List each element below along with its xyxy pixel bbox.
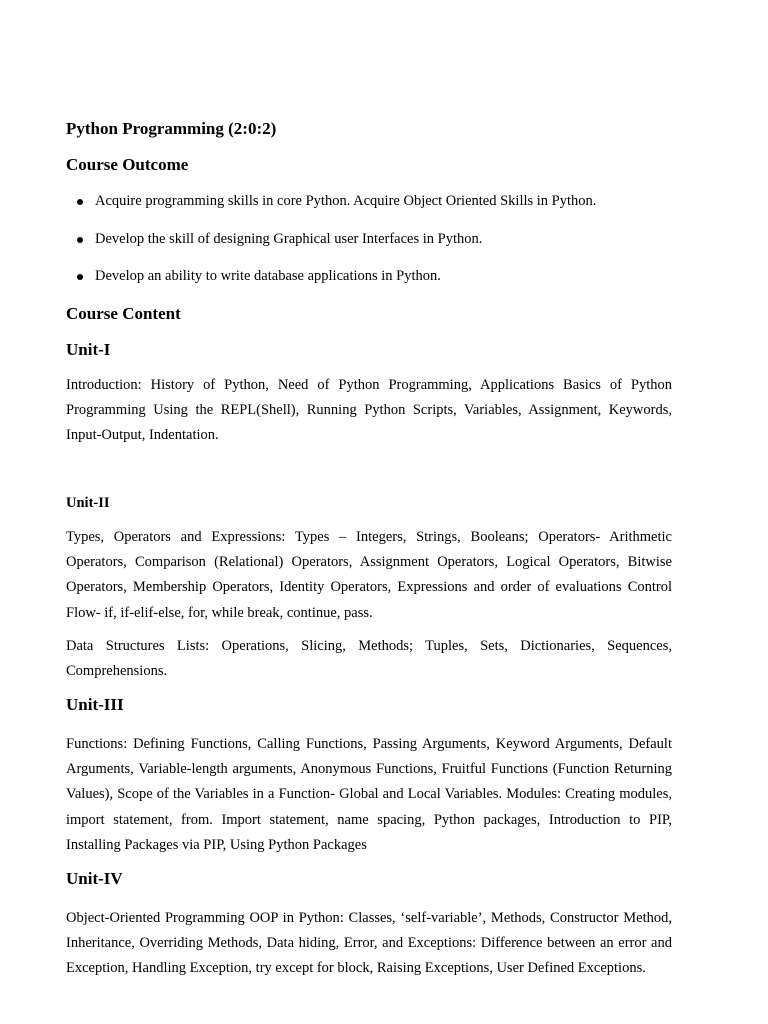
course-outcome-list	[66, 190, 596, 303]
unit-4-heading: Unit-IV	[66, 869, 123, 888]
unit-2-text-1: Types, Operators and Expressions: Types – Integers, Strings, Booleans; Operators- Arithmetic Operators, Comparison (Relational) Operators, Assignment Operators, Logical Operators, Bitwise Operators, Membership Operators, Identity Operators, Expressions and order of evaluations Control Flow- if, if-elif-else, for, while break, continue, pass.	[66, 529, 672, 621]
unit-4-text: Object-Oriented Programming OOP in Python: Classes, ‘self-variable’, Methods, Constructor Method, Inheritance, Overriding Methods, Data hiding, Error, and Exceptions: Difference between an error and Exception, Handling Exception, try except for block, Raising Exceptions, User Defined Exceptions.	[66, 910, 672, 977]
course-content-heading: Course Content	[66, 304, 181, 323]
list-item-text: Develop the skill of designing Graphical user Interfaces in Python.	[95, 230, 483, 247]
unit-1-heading: Unit-I	[66, 340, 111, 359]
unit-3-text: Functions: Defining Functions, Calling Functions, Passing Arguments, Keyword Arguments, Default Arguments, Variable-length arguments, Anonymous Functions, Fruitful Functions (Function Returning Values), Scope of the Variables in a Function- Global and Local Variables. Modules: Creating modules, import statement, from. Import statement, name spacing, Python packages, Introduction to PIP, Installing Packages via PIP, Using Python Packages	[66, 736, 672, 853]
course-outcome-heading: Course Outcome	[66, 155, 189, 174]
unit-2-text-2: Data Structures Lists: Operations, Slicing, Methods; Tuples, Sets, Dictionaries, Sequences, Comprehensions.	[66, 638, 672, 680]
bullet-icon	[77, 199, 83, 205]
bullet-icon	[77, 274, 83, 280]
list-item	[66, 190, 596, 228]
bullet-icon	[77, 237, 83, 243]
unit-3-heading: Unit-III	[66, 695, 124, 714]
list-item	[66, 265, 596, 303]
list-item	[66, 228, 596, 266]
unit-2-heading: Unit-II	[66, 495, 110, 511]
list-item-text: Develop an ability to write database applications in Python.	[95, 268, 441, 284]
unit-1-text: Introduction: History of Python, Need of Python Programming, Applications Basics of Python Programming Using the REPL(Shell), Running Python Scripts, Variables, Assignment, Keywords, Input-Output, Indentation.	[66, 377, 672, 444]
list-item-text: Acquire programming skills in core Python. Acquire Object Oriented Skills in Python.	[95, 193, 597, 209]
course-title: Python Programming (2:0:2)	[66, 119, 277, 138]
